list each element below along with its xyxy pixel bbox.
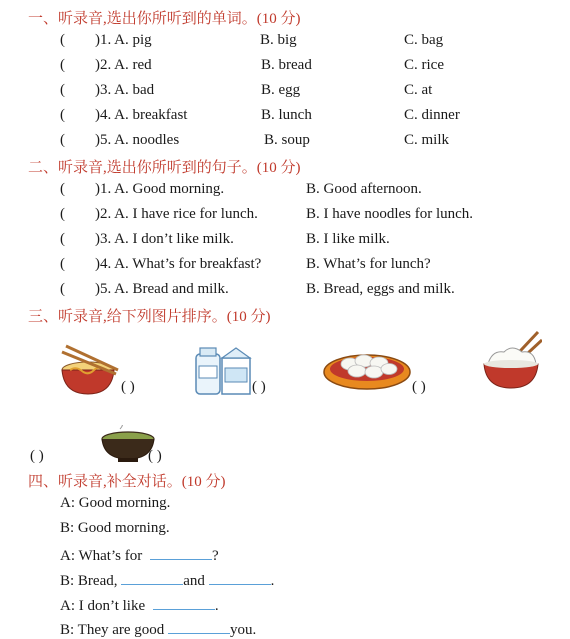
option-a: )3. A. I don’t like milk. [95, 231, 234, 247]
dialogue-text: . [214, 598, 219, 614]
dialogue-line: A: Good morning. [60, 495, 171, 511]
option-a: )2. A. red [95, 57, 152, 73]
option-a: )1. A. pig [95, 32, 152, 48]
rice-bowl-icon [482, 330, 542, 392]
option-c: C. milk [404, 132, 450, 148]
section-3-title: 三、听录音,给下列图片排序。(10 分) [28, 309, 271, 325]
dialogue-text: you. [230, 622, 257, 638]
dialogue-text: ? [211, 548, 219, 564]
answer-paren: ( [60, 256, 65, 272]
option-a: )2. A. I have rice for lunch. [95, 206, 258, 222]
answer-blank[interactable] [150, 545, 212, 560]
option-a: )1. A. Good morning. [95, 181, 225, 197]
answer-blank[interactable] [153, 595, 215, 610]
answer-paren: ( [60, 32, 65, 48]
section-2-title: 二、听录音,选出你所听到的句子。(10 分) [28, 160, 301, 176]
section-1-title: 一、听录音,选出你所听到的单词。(10 分) [28, 11, 301, 27]
answer-paren: ( [60, 57, 65, 73]
dialogue-line [60, 545, 219, 565]
answer-paren: ( [60, 107, 65, 123]
dialogue-text: B: Bread, [60, 573, 118, 589]
answer-paren: ( [60, 206, 65, 222]
option-b: B. soup [264, 132, 310, 148]
dialogue-line [60, 619, 256, 639]
answer-paren: ( [60, 82, 65, 98]
picture-answer-paren: ( ) [412, 379, 426, 395]
dialogue-text: A: I don’t like [60, 598, 146, 614]
option-c: C. rice [404, 57, 444, 73]
option-a: )5. A. Bread and milk. [95, 281, 229, 297]
answer-blank[interactable] [168, 619, 230, 634]
picture-answer-paren: ( ) [252, 379, 266, 395]
noodles-icon [58, 340, 124, 396]
option-b: B. I have noodles for lunch. [306, 206, 474, 222]
option-a: )5. A. noodles [95, 132, 180, 148]
picture-answer-paren: ( ) [148, 448, 162, 464]
dialogue-text: . [270, 573, 275, 589]
option-b: B. egg [261, 82, 301, 98]
section-4-title: 四、听录音,补全对话。(10 分) [28, 474, 226, 490]
picture-answer-paren: ( ) [30, 448, 44, 464]
option-c: C. at [404, 82, 433, 98]
option-a: )4. A. breakfast [95, 107, 188, 123]
dialogue-text: and [183, 573, 205, 589]
answer-blank[interactable] [121, 570, 183, 585]
option-c: C. dinner [404, 107, 460, 123]
picture-answer-paren: ( ) [121, 379, 135, 395]
dialogue-text: B: They are good [60, 622, 165, 638]
dialogue-line: B: Good morning. [60, 520, 170, 536]
option-b: B. I like milk. [306, 231, 390, 247]
option-a: )4. A. What’s for breakfast? [95, 256, 262, 272]
option-a: )3. A. bad [95, 82, 155, 98]
dialogue-line [60, 570, 274, 590]
answer-paren: ( [60, 231, 65, 247]
answer-blank[interactable] [209, 570, 271, 585]
answer-paren: ( [60, 181, 65, 197]
dumplings-icon [322, 344, 412, 392]
answer-paren: ( [60, 281, 65, 297]
option-b: B. What’s for lunch? [306, 256, 431, 272]
dialogue-text: A: What’s for [60, 548, 143, 564]
milk-cartons-icon [192, 344, 256, 396]
option-b: B. bread [261, 57, 312, 73]
option-c: C. bag [404, 32, 444, 48]
option-b: B. big [260, 32, 297, 48]
dialogue-line [60, 595, 219, 615]
option-b: B. Bread, eggs and milk. [306, 281, 455, 297]
option-b: B. lunch [261, 107, 312, 123]
answer-paren: ( [60, 132, 65, 148]
option-b: B. Good afternoon. [306, 181, 422, 197]
